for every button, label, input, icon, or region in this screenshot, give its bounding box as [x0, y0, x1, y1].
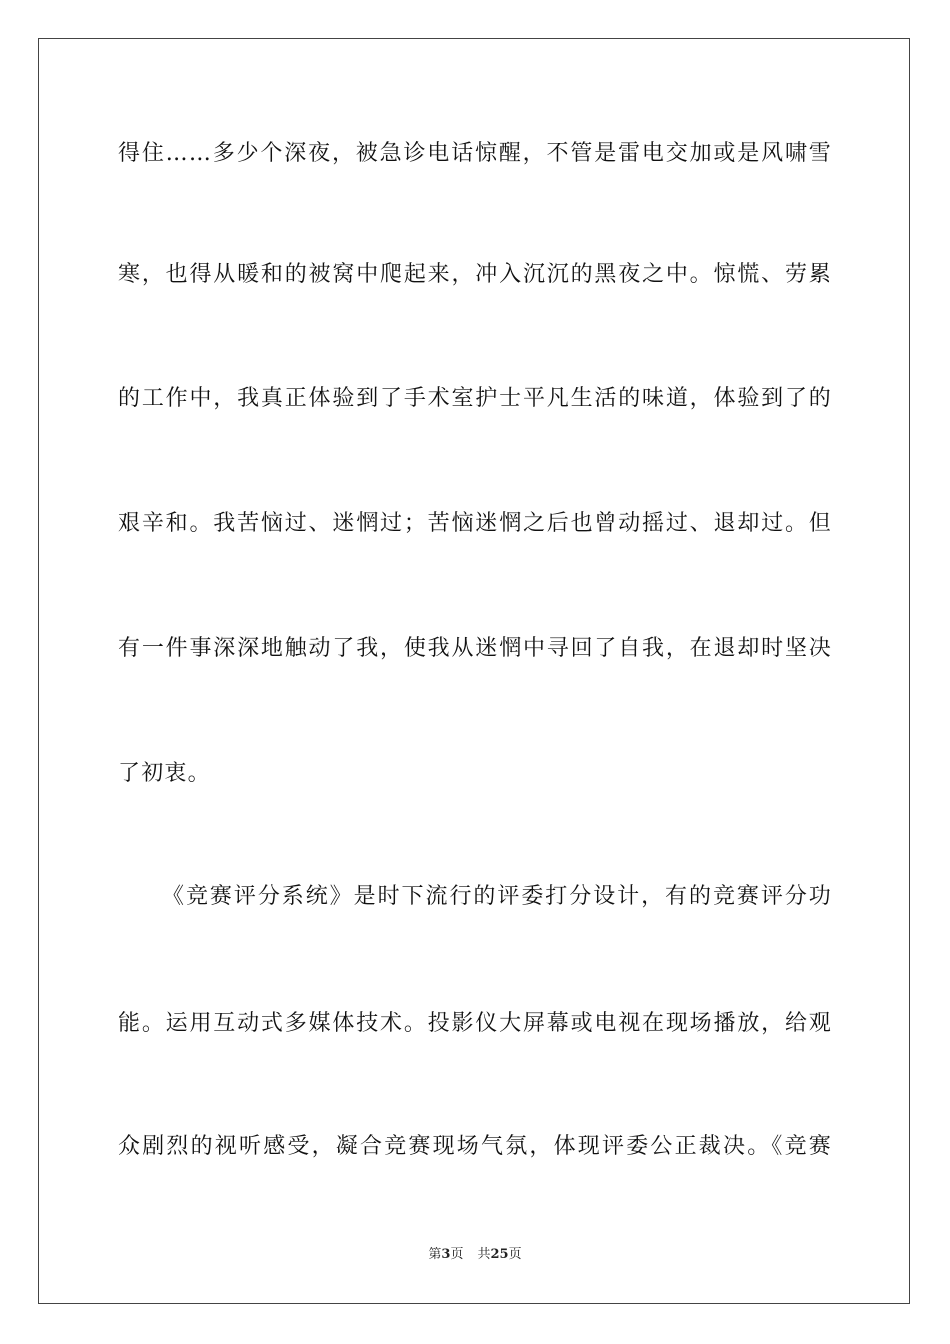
total-page-count: 25: [490, 1247, 509, 1262]
current-page-number: 3: [441, 1247, 451, 1262]
total-unit: 页: [508, 1247, 522, 1262]
body-text-line-5: 有一件事深深地触动了我，使我从迷惘中寻回了自我，在退却时坚决: [118, 636, 832, 661]
body-text-line-7: 《竞赛评分系统》是时下流行的评委打分设计，有的竞赛评分功: [162, 884, 832, 909]
body-text-line-2: 寒，也得从暖和的被窝中爬起来，冲入沉沉的黑夜之中。惊慌、劳累: [118, 262, 832, 287]
body-text-line-4: 艰辛和。我苦恼过、迷惘过；苦恼迷惘之后也曾动摇过、退却过。但: [118, 511, 832, 536]
total-prefix: 共: [477, 1247, 491, 1262]
page-footer: [0, 1246, 950, 1264]
page-border: [38, 38, 910, 1304]
body-text-line-6: 了初衷。: [118, 761, 211, 786]
body-text-line-3: 的工作中，我真正体验到了手术室护士平凡生活的味道，体验到了的: [118, 386, 832, 411]
page-unit: 页: [450, 1247, 464, 1262]
body-text-line-8: 能。运用互动式多媒体技术。投影仪大屏幕或电视在现场播放，给观: [118, 1011, 832, 1036]
body-text-line-1: 得住……多少个深夜，被急诊电话惊醒，不管是雷电交加或是风啸雪: [118, 141, 832, 166]
page-prefix: 第: [428, 1247, 442, 1262]
body-text-line-9: 众剧烈的视听感受，凝合竞赛现场气氛，体现评委公正裁决。《竞赛: [118, 1134, 832, 1159]
